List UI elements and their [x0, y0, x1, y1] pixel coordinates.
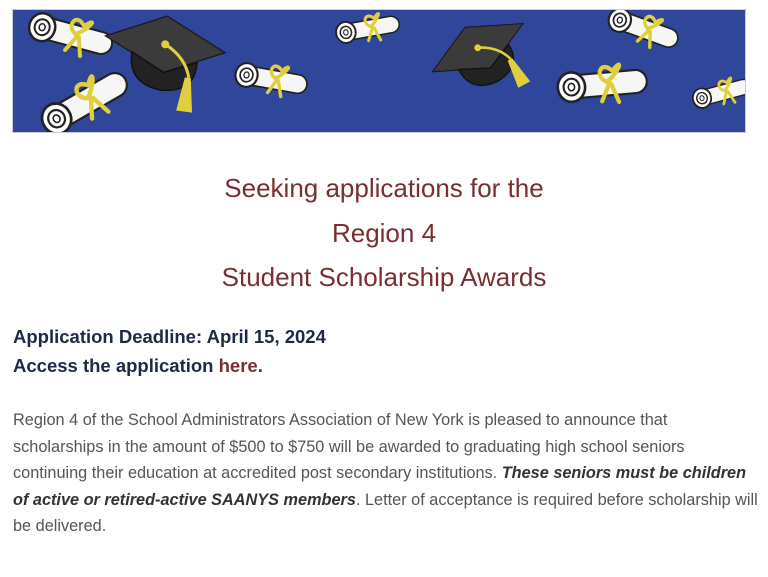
- diploma-scroll-icon: [334, 10, 401, 47]
- description-part-1: Region 4 of the School Administrators Association of New York is pleased to announce that scholarships in the amount of $500 to $750 will be awarded to graduating high school seniors continuing their education at accredited post secondary institutions.: [13, 411, 685, 483]
- access-application-line: [13, 351, 326, 380]
- headline: [0, 166, 768, 300]
- access-prefix: Access the application: [13, 355, 219, 376]
- application-link-period[interactable]: .: [257, 355, 263, 376]
- diploma-scroll-icon: [35, 62, 135, 132]
- description-part-2: . Letter of acceptance is required before scholarship will be delivered.: [13, 490, 758, 536]
- diploma-scroll-icon: [604, 10, 682, 55]
- graduation-cap-icon: [97, 10, 229, 116]
- graduation-banner: [13, 10, 745, 132]
- graduation-cap-icon: [421, 10, 548, 120]
- headline-line-1: Seeking applications for the: [224, 173, 544, 203]
- application-deadline: Application Deadline: April 15, 2024: [13, 326, 326, 347]
- diploma-scroll-icon: [233, 58, 309, 100]
- deadline-block: [13, 322, 326, 380]
- application-link[interactable]: here: [218, 355, 258, 376]
- diploma-scroll-icon: [556, 62, 648, 107]
- scholarship-description: [13, 407, 758, 540]
- diploma-scroll-icon: [25, 10, 116, 63]
- headline-line-2: Region 4: [331, 217, 437, 248]
- diploma-scroll-icon: [690, 73, 745, 112]
- headline-line-3: Student Scholarship Awards: [221, 262, 547, 292]
- eligibility-emphasis: These seniors must be children of active or retired-active SAANYS members: [13, 464, 747, 509]
